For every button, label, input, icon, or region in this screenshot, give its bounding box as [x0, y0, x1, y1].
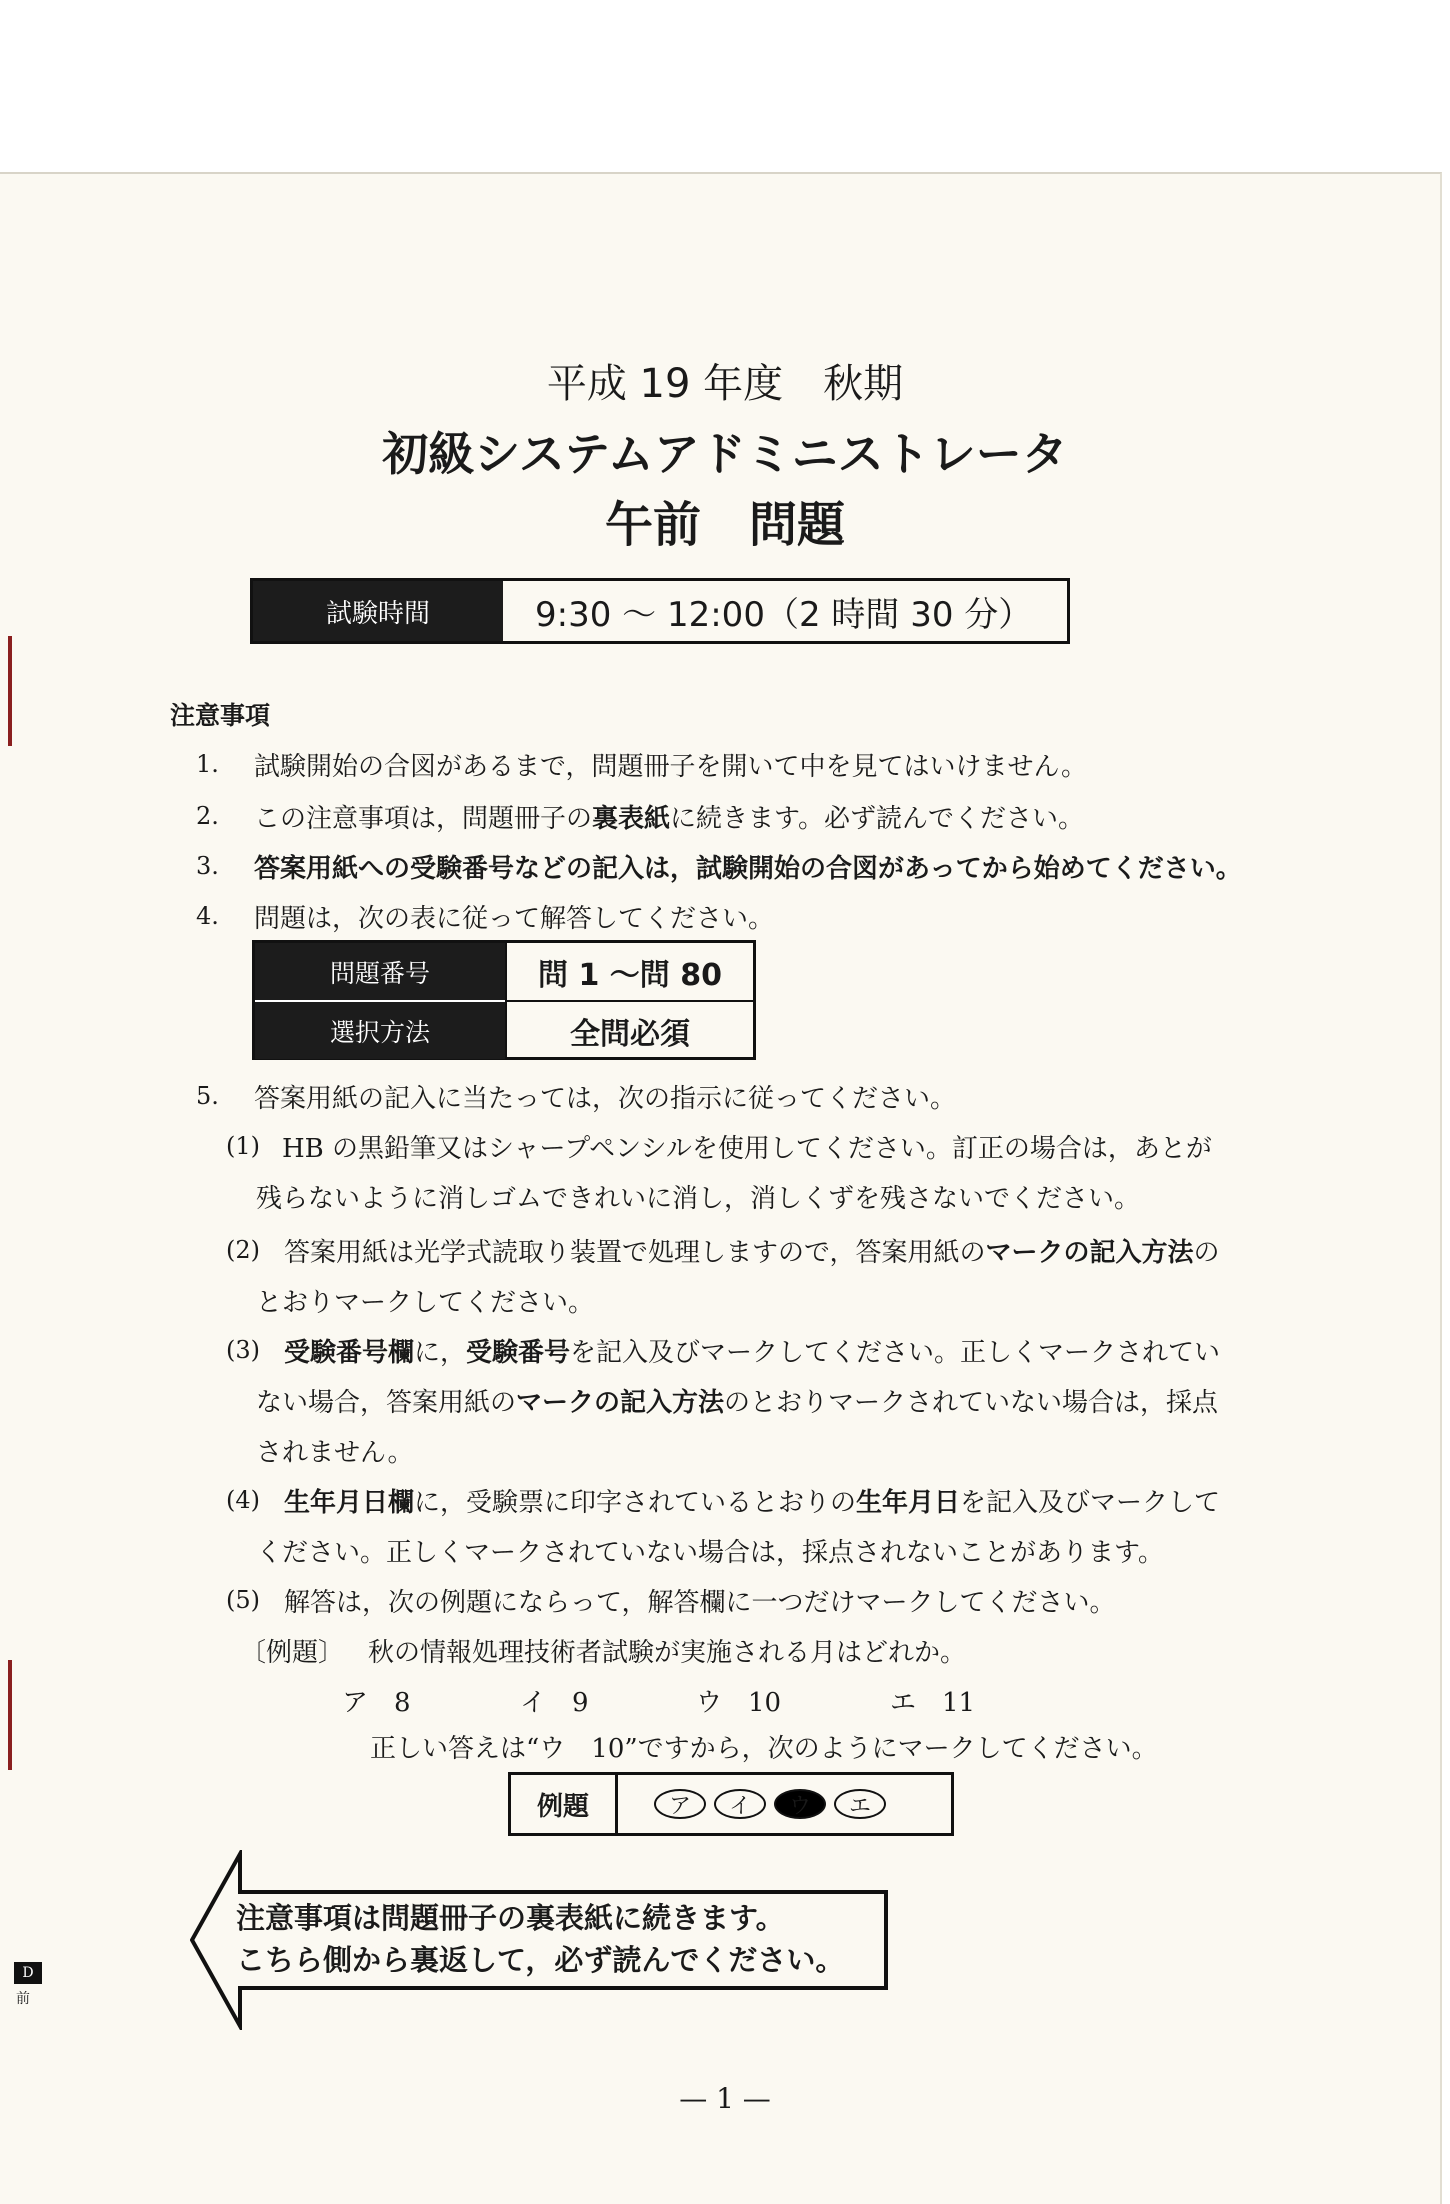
- binding-edge-mark: [8, 636, 12, 746]
- note-text-part: この注意事項は，問題冊子の: [254, 804, 593, 834]
- instruction-text: 解答は，次の例題にならって，解答欄に一つだけマークしてください。: [284, 1588, 1116, 1618]
- instruction-text-part: の: [1193, 1238, 1220, 1268]
- choice-value: 8: [394, 1688, 411, 1718]
- instruction-text-bold: 受験番号: [466, 1338, 571, 1368]
- choice-value: 11: [942, 1688, 976, 1718]
- side-tab-sub: 前: [16, 1991, 30, 2007]
- example-choice: [520, 1682, 589, 1719]
- page-number: — 1 —: [679, 2082, 771, 2115]
- arrow-note-line: こちら側から裏返して，必ず読んでください。: [236, 1943, 845, 1977]
- instruction-text-part: を記入及びマークして: [960, 1488, 1221, 1518]
- instruction-text-bold: 受験番号欄: [284, 1338, 415, 1368]
- example-choice: [342, 1682, 411, 1719]
- example-label: 〔例題〕: [240, 1638, 345, 1668]
- table-row: [255, 943, 753, 1000]
- note-text-part: に続きます。必ず読んでください。: [670, 804, 1084, 834]
- instruction-text: とおりマークしてください。: [256, 1288, 595, 1318]
- note-number: 2.: [196, 802, 219, 830]
- exam-time-value: 9:30 〜 12:00（2 時間 30 分）: [535, 594, 1033, 635]
- instruction-text-part: ない場合，答案用紙の: [256, 1388, 517, 1418]
- example-mark-label: 例題: [511, 1775, 618, 1833]
- instruction-number: (5): [226, 1586, 260, 1614]
- answer-mark-3: ウ: [774, 1789, 826, 1819]
- answer-mark-2: イ: [714, 1789, 766, 1819]
- table-row-label: 問題番号: [255, 943, 505, 1000]
- arrow-note-line: 注意事項は問題冊子の裏表紙に続きます。: [236, 1901, 785, 1935]
- note-text: 答案用紙への受験番号などの記入は，試験開始の合図があってから始めてください。: [254, 854, 1242, 884]
- session-title: 午前 問題: [604, 497, 845, 553]
- instruction-text: [284, 1232, 1220, 1269]
- instruction-text-part: に，: [414, 1338, 467, 1368]
- instruction-number: (2): [226, 1236, 260, 1264]
- instruction-text: HB の黒鉛筆又はシャープペンシルを使用してください。訂正の場合は，あとが: [282, 1134, 1212, 1164]
- note-number: 4.: [196, 902, 219, 930]
- exam-time-box: [250, 578, 1070, 644]
- instruction-text: [284, 1332, 1220, 1369]
- choice-letter: ウ: [696, 1688, 723, 1718]
- answer-mark-4: エ: [834, 1789, 886, 1819]
- note-number: 5.: [196, 1082, 219, 1110]
- instruction-text-part: に，受験票に印字されているとおりの: [414, 1488, 857, 1518]
- binding-edge-mark: [8, 1660, 12, 1770]
- example-choice: [696, 1682, 781, 1719]
- side-tab: D: [14, 1962, 42, 1984]
- note-number: 3.: [196, 852, 219, 880]
- note-number: 1.: [196, 750, 219, 778]
- choice-letter: エ: [890, 1688, 917, 1718]
- choice-letter: ア: [342, 1688, 369, 1718]
- example-mark-box: [508, 1772, 954, 1836]
- example-answer-text: 正しい答えは“ウ 10”ですから，次のようにマークしてください。: [370, 1734, 1158, 1764]
- choice-value: 10: [748, 1688, 782, 1718]
- instruction-text: [256, 1382, 1218, 1419]
- instruction-text: [284, 1482, 1220, 1519]
- choice-letter: イ: [520, 1688, 547, 1718]
- example-choice: [890, 1682, 975, 1719]
- instruction-text-part: 答案用紙は光学式読取り装置で処理しますので，答案用紙の: [284, 1238, 986, 1268]
- exam-time-label: 試験時間: [253, 581, 503, 641]
- question-table: [252, 940, 756, 1060]
- instruction-text-bold: マークの記入方法: [985, 1238, 1194, 1268]
- example-question: 秋の情報処理技術者試験が実施される月はどれか。: [368, 1638, 967, 1668]
- note-text: 答案用紙の記入に当たっては，次の指示に従ってください。: [254, 1084, 957, 1114]
- note-text-bold: 裏表紙: [592, 804, 671, 834]
- instruction-text-part: のとおりマークされていない場合は，採点: [724, 1388, 1219, 1418]
- table-row-value: 全問必須: [505, 1002, 753, 1059]
- answer-mark-1: ア: [654, 1789, 706, 1819]
- instruction-text-bold: マークの記入方法: [516, 1388, 725, 1418]
- instruction-text-part: を記入及びマークしてください。正しくマークされてい: [570, 1338, 1221, 1368]
- note-text: 試験開始の合図があるまで，問題冊子を開いて中を見てはいけません。: [254, 752, 1088, 782]
- instruction-number: (1): [226, 1132, 260, 1160]
- instruction-text: されません。: [256, 1438, 414, 1468]
- note-text: 問題は，次の表に従って解答してください。: [254, 904, 775, 934]
- example-marks: [618, 1775, 951, 1833]
- notes-heading: 注意事項: [170, 701, 271, 730]
- instruction-text: ください。正しくマークされていない場合は，採点されないことがあります。: [256, 1538, 1164, 1568]
- choice-value: 9: [572, 1688, 589, 1718]
- instruction-number: (4): [226, 1486, 260, 1514]
- instruction-text: 残らないように消しゴムできれいに消し，消しくずを残さないでください。: [256, 1184, 1141, 1214]
- instruction-text-bold: 生年月日: [856, 1488, 961, 1518]
- table-row: [255, 1000, 753, 1059]
- note-text: [254, 798, 1084, 835]
- table-row-value: 問 1 〜問 80: [505, 943, 753, 1000]
- exam-name-title: 初級システムアドミニストレータ: [382, 427, 1068, 481]
- instruction-number: (3): [226, 1336, 260, 1364]
- instruction-text-bold: 生年月日欄: [284, 1488, 415, 1518]
- table-row-label: 選択方法: [255, 1000, 505, 1059]
- year-term-title: 平成 19 年度 秋期: [546, 361, 904, 407]
